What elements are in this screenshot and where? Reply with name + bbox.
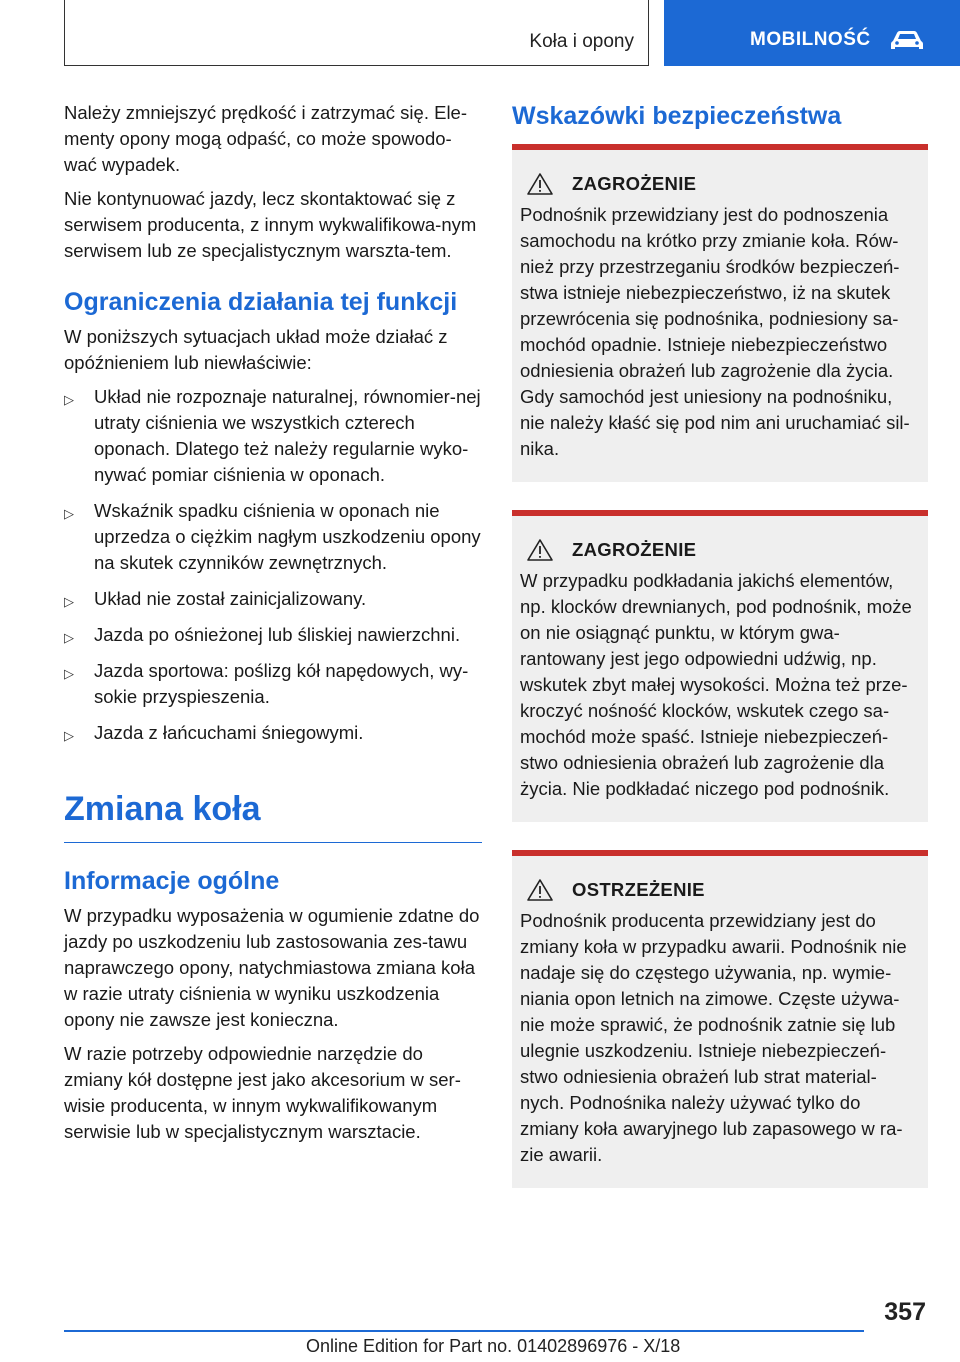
- safety-heading: Wskazówki bezpieczeństwa: [512, 102, 842, 130]
- limits-list: [64, 384, 482, 746]
- header-chapter-title: MOBILNOŚĆ: [750, 29, 871, 50]
- list-item: ▷ Układ nie rozpoznaje naturalnej, równomier-nej utraty ciśnienia we wszystkich czterech oponach. Dlatego też należy regularnie wyko-nywać pomiar ciśnienia w oponach.: [64, 386, 481, 485]
- car-icon: [890, 30, 924, 52]
- warning-box: [512, 144, 928, 482]
- header-section-box: [64, 0, 649, 66]
- footer-edition[interactable]: Online Edition for Part no. 01402896976 - X/18: [306, 1336, 681, 1356]
- warning-label: ZAGROŻENIE: [572, 539, 697, 560]
- limits-heading: Ograniczenia działania tej funkcji: [64, 288, 458, 316]
- warning-text: Podnośnik przewidziany jest do podnoszenia samochodu na krótko przy zmianie koła. Rów-nież przy przestrzeganiu środków bezpieczeń-stwa istnieje niebezpieczeństwo, iż na skutek przewrócenia się podnośnika, podniesiony sa-mochód opadnie. Istnieje niebezpieczeństwo odniesienia obrażeń lub zagrożenie dla życia. Gdy samochód jest uniesiony na podnośniku, nie należy kłaść się pod nim ani uruchamiać sil-nika.: [520, 204, 910, 459]
- intro-paragraph: Należy zmniejszyć prędkość i zatrzymać się. Ele-menty opony mogą odpaść, co może spowodo-wać wypadek.: [64, 102, 467, 175]
- list-item: ▷ Jazda z łańcuchami śniegowymi.: [64, 720, 482, 746]
- warning-box: [512, 850, 928, 1188]
- right-column: [512, 100, 928, 1216]
- warning-label: ZAGROŻENIE: [572, 173, 697, 194]
- triangle-bullet-icon: ▷: [64, 594, 74, 609]
- left-column: [64, 100, 482, 1153]
- triangle-bullet-icon: ▷: [64, 506, 74, 521]
- header-chapter-tab[interactable]: [664, 0, 960, 66]
- header-section-title: Koła i opony: [529, 31, 634, 52]
- limits-lead: W poniższych sytuacjach układ może działać z opóźnieniem lub niewłaściwie:: [64, 326, 448, 373]
- warning-triangle-icon: [526, 172, 554, 196]
- triangle-bullet-icon: ▷: [64, 728, 74, 743]
- warning-triangle-icon: [526, 538, 554, 562]
- list-item: ▷ Wskaźnik spadku ciśnienia w oponach nie uprzedza o ciężkim nagłym uszkodzeniu opony na skutek czynników zewnętrznych.: [64, 500, 481, 573]
- wheel-change-heading: Zmiana koła: [64, 788, 482, 843]
- triangle-bullet-icon: ▷: [64, 630, 74, 645]
- general-info-heading: Informacje ogólne: [64, 867, 280, 895]
- general-info-paragraph: W przypadku wyposażenia w ogumienie zdatne do jazdy po uszkodzeniu lub zastosowania zes-tawu naprawczego opony, natychmiastowa zmiana koła w razie utraty ciśnienia w wyniku uszkodzenia opony nie zawsze jest konieczna.: [64, 905, 480, 1030]
- triangle-bullet-icon: ▷: [64, 392, 74, 407]
- intro-paragraph: Nie kontynuować jazdy, lecz skontaktować się z serwisem producenta, z innym wykwalifikowa-nym serwisem lub ze specjalistycznym warszta-tem.: [64, 188, 477, 261]
- warning-text: Podnośnik producenta przewidziany jest do zmiany koła w przypadku awarii. Podnośnik nie nadaje się do częstego używania, np. wymie-niania opon letnich na zimowe. Częste używa-nie może sprawić, że podnośnik zatnie się lub ulegnie uszkodzeniu. Istnieje niebezpieczeń-stwo odniesienia obrażeń lub strat material-nych. Podnośnika należy używać tylko do zmiany koła awaryjnego lub zapasowego w ra-zie awarii.: [520, 910, 907, 1165]
- triangle-bullet-icon: ▷: [64, 666, 74, 681]
- footer-divider: [64, 1330, 864, 1332]
- page-number: 357: [884, 1298, 926, 1326]
- list-item: ▷ Jazda sportowa: poślizg kół napędowych, wy-sokie przyspieszenia.: [64, 660, 469, 707]
- warning-box: [512, 510, 928, 822]
- warning-label: OSTRZEŻENIE: [572, 879, 705, 900]
- warning-text: W przypadku podkładania jakichś elementów, np. klocków drewnianych, pod podnośnik, może on nie osiągnąć punktu, w którym gwa-rantowany jest jego odpowiedni udźwig, np. wskutek zbyt małej wysokości. Można też prze-kroczyć nośność klocków, wskutek czego sa-mochód może spaść. Istnieje niebezpieczeń-stwo odniesienia obrażeń lub zagrożenie dla życia. Nie podkładać niczego pod podnośnik.: [520, 570, 912, 799]
- list-item: ▷ Układ nie został zainicjalizowany.: [64, 586, 482, 612]
- general-info-paragraph: W razie potrzeby odpowiednie narzędzie do zmiany kół dostępne jest jako akcesorium w ser-wisie producenta, w innym wykwalifikowanym serwisie lub w specjalistycznym warsztacie.: [64, 1043, 461, 1142]
- list-item: ▷ Jazda po ośnieżonej lub śliskiej nawierzchni.: [64, 622, 482, 648]
- warning-triangle-icon: [526, 878, 554, 902]
